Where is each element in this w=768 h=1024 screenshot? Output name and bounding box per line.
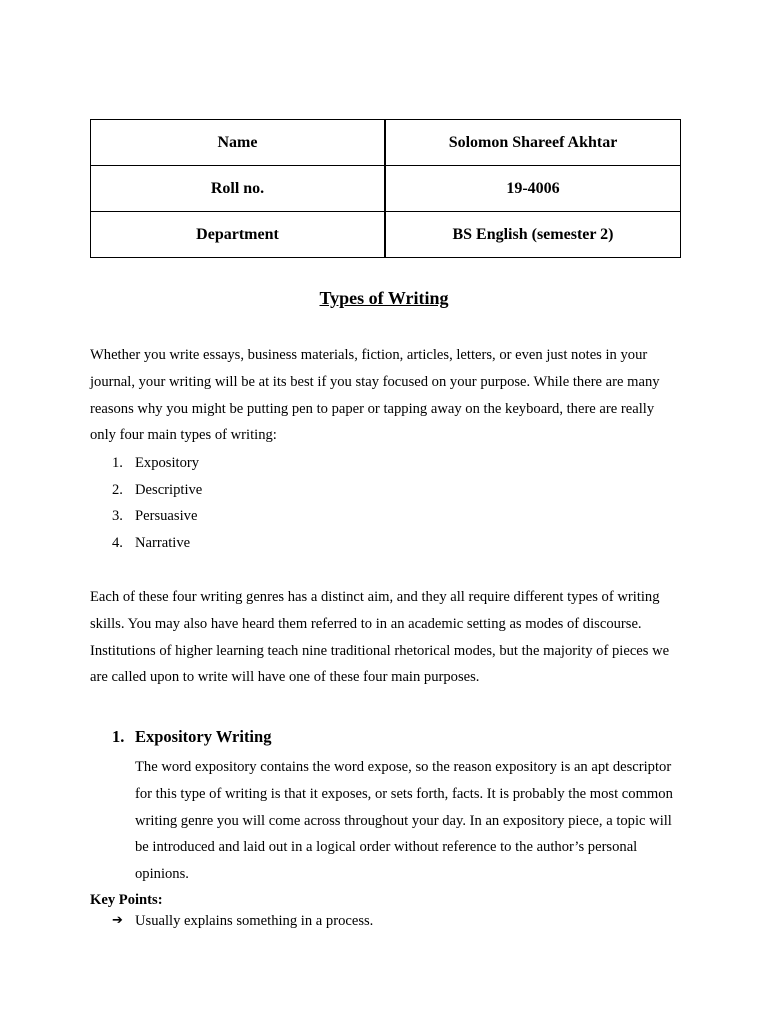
- list-item-text: Narrative: [135, 534, 191, 551]
- table-row: [91, 120, 681, 166]
- list-item-text: Descriptive: [135, 481, 203, 498]
- document-title: Types of Writing: [319, 288, 449, 308]
- section-number: 1.: [112, 727, 125, 746]
- genres-paragraph: Each of these four writing genres has a distinct aim, and they all require different types of writing skills. You may also have heard them referred to in an academic setting as modes of discourse. Institutions of higher learning teach nine traditional rhetorical modes, but the majority of pieces we are called upon to write will have one of these four main purposes.: [90, 589, 670, 686]
- list-item: [90, 503, 680, 530]
- key-points-list: [90, 910, 680, 932]
- writing-types-list: [90, 450, 680, 556]
- department-label: Department: [91, 212, 386, 258]
- list-item: [90, 450, 680, 477]
- list-item-text: Usually explains something in a process.: [135, 913, 374, 929]
- list-item: [90, 530, 680, 557]
- arrow-right-icon: ➔: [112, 913, 123, 928]
- student-info-table: [90, 119, 681, 258]
- list-item-text: Expository: [135, 455, 200, 471]
- list-item: [90, 910, 680, 932]
- key-points-label: Key Points:: [90, 892, 163, 908]
- name-label: Name: [91, 120, 386, 166]
- table-row: [91, 166, 681, 212]
- section-heading-text: Expository Writing: [135, 727, 272, 746]
- list-number: 2.: [112, 481, 123, 498]
- section-body: The word expository contains the word expose, so the reason expository is an apt descriptor for this type of writing is that it exposes, or sets forth, facts. It is probably the most common writing genre you will come across throughout your day. In an expository piece, a topic will be introduced and laid out in a logical order without reference to the author’s personal opinions.: [135, 759, 673, 883]
- intro-paragraph: Whether you write essays, business materials, fiction, articles, letters, or even just notes in your journal, your writing will be at its best if you stay focused on your purpose. While there are many reasons why you might be putting pen to paper or tapping away on the keyboard, there are really only four main types of writing:: [90, 347, 660, 444]
- list-item: [90, 477, 680, 504]
- table-row: [91, 212, 681, 258]
- list-number: 3.: [112, 508, 123, 525]
- department-value: BS English (semester 2): [385, 212, 681, 258]
- list-number: 1.: [112, 455, 123, 471]
- list-number: 4.: [112, 534, 123, 551]
- roll-no-label: Roll no.: [91, 166, 386, 212]
- name-value: Solomon Shareef Akhtar: [385, 120, 681, 166]
- roll-no-value: 19-4006: [385, 166, 681, 212]
- list-item-text: Persuasive: [135, 508, 198, 525]
